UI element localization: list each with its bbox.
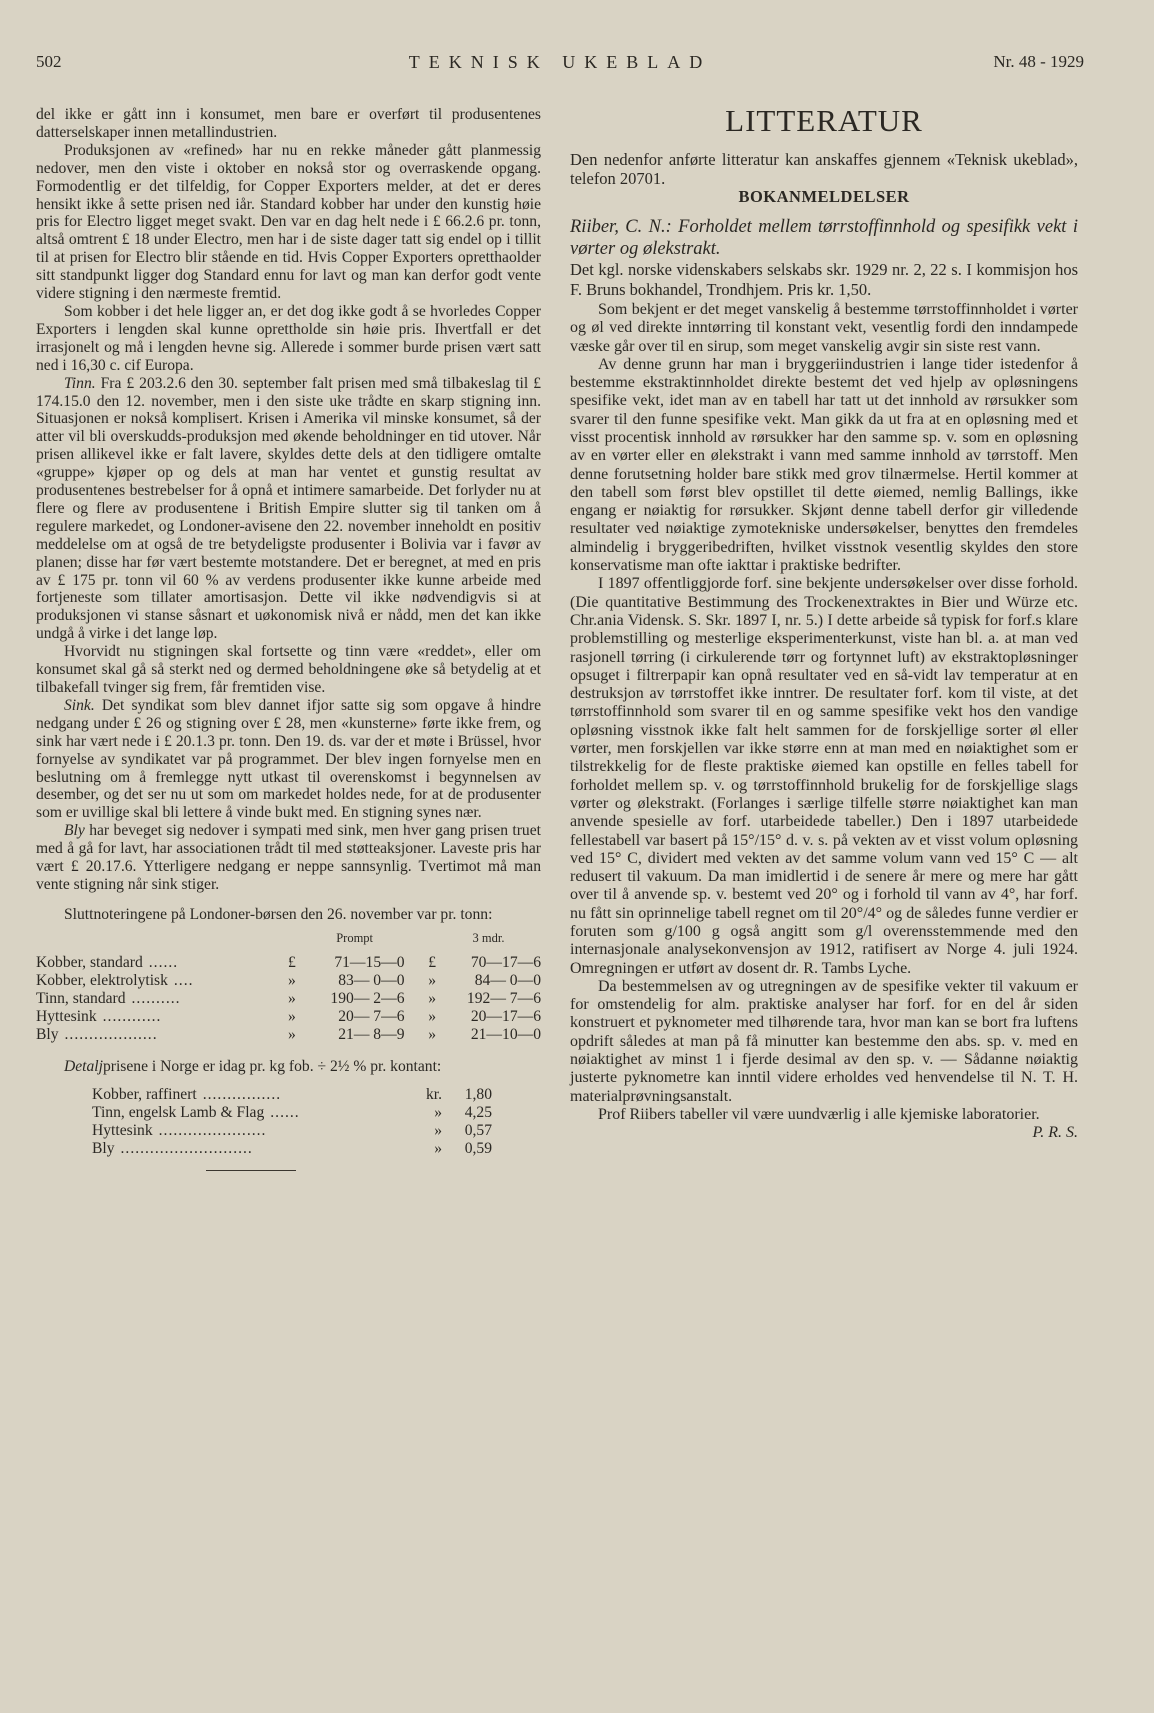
price-prompt: 190— 2—6 [330, 989, 405, 1007]
table-row [92, 1140, 492, 1158]
column-header-prompt: Prompt [336, 930, 374, 945]
leader-dots: .......... [131, 989, 181, 1007]
price-prompt: 21— 8—9 [338, 1025, 405, 1043]
right-column [570, 104, 1078, 1143]
book-publication: Det kgl. norske videnskabers selskabs skr. 1929 nr. 2, 22 s. I kommisjon hos F. Bruns bokhandel, Trondhjem. Pris kr. 1,50. [570, 259, 1078, 300]
leader-dots: ...... [148, 953, 179, 971]
left-column [36, 106, 541, 1171]
product-name: Tinn, engelsk Lamb & Flag ...... [92, 1103, 300, 1121]
metal-name: Tinn, standard .......... [36, 989, 181, 1007]
tinn-heading: Tinn. [64, 374, 96, 392]
paragraph: del ikke er gått inn i konsumet, men bare er overført til produsentenes datterselskaper innen metallindustrien. [36, 106, 541, 141]
paragraph: Produksjonen av «refined» har nu en rekke måneder gått planmessig nedover, men den viste i oktober en nokså stor og overraskende opgang. Formodentlig er det tilfeldig, for Copper Exporters melder, at det er deres hensikt ikke å sette prisen ned iår. Standard kobber har under den kunstig høie pris for Electro ligget meget svakt. Den var en dag helt nede i £ 66.2.6 pr. tonn, altså omtrent £ 18 under Electro, men har i de siste dager tatt sig endel op i tillit til at prisen for Electro blir stående en tid. Hvis Copper Exporters opretthaolder sitt standpunkt ligger dog Standard ennu for lavt og man kan derfor godt vente videre stigning i den nærmeste fremtid. [36, 141, 541, 303]
price: 1,80 [464, 1085, 492, 1103]
signature: P. R. S. [1032, 1124, 1078, 1142]
retail-text: prisene i Norge er idag pr. kg fob. ÷ 2½ % pr. kontant: [102, 1057, 442, 1075]
unit: » [434, 1139, 442, 1157]
issue-number: Nr. 48 - 1929 [993, 52, 1084, 71]
book-reference: Riiber, C. N.: Forholdet mellem tørrstoffinnhold og spesifikk vekt i vørter og ølekstrakt. [570, 216, 1078, 259]
currency-mark: » [428, 1025, 436, 1043]
sink-heading: Sink. [64, 696, 95, 714]
paragraph: Av denne grunn har man i bryggeriindustrien i lange tider istedenfor å bestemme ekstraktinnholdet direkte bestemt det ved hjelp av opløsningens spesifike vekt, idet man av en tabell har tatt ut det innhold av rørsukker som svarer til den funne spesifike vekt. Man gikk da ut fra at en opløsning med et visst procentisk innhold av rørsukker har den samme sp. v. som en opløsning av en vørter eller en ølekstrakt i vann med samme innhold av tørrstoff. Men denne forutsetning holder bare stikk med grov tilnærmelse. Hertil kommer at den tabell som først blev opstillet til dette øiemed, nemlig Ballings, ikke engang er nøiaktig for rørsukker. Skjønt denne tabell derfor gir villedende resultater ved nøiaktige zymotekniske undersøkelser, benyttes den fremdeles almindelig i bryggeribedriften, hvilket visstnok vesentlig skyldes den store konservatisme man ofte iakttar i praktiske bedrifter. [570, 355, 1078, 575]
paragraph: Som kobber i det hele ligger an, er det dog ikke godt å se hvorledes Copper Exporters i lengden skal kunne oprettholde sin høie pris. Ihvertfall er det irrasjonelt og må i lengden hevne sig. Allerede i sommer burde prisen vært satt ned i 16,30 c. cif Europa. [36, 302, 541, 374]
price-3mdr: 192— 7—6 [466, 989, 541, 1007]
subsection-title: BOKANMELDELSER [738, 187, 910, 206]
currency-mark: » [428, 971, 436, 989]
metal-name: Kobber, elektrolytisk .... [36, 971, 194, 989]
metal-name: Hyttesink ............ [36, 1007, 162, 1025]
unit: » [434, 1103, 442, 1121]
section-intro: Den nedenfor anførte litteratur kan anskaffes gjennem «Teknisk ukeblad», telefon 20701. [570, 150, 1078, 188]
quotes-intro: Sluttnoteringene på Londoner-børsen den 26. november var pr. tonn: [64, 905, 493, 923]
price-prompt: 83— 0—0 [338, 971, 405, 989]
currency-mark: » [428, 1007, 436, 1025]
paragraph: Som bekjent er det meget vanskelig å bestemme tørrstoffinnholdet i vørter og øl ved direkte inntørring til konstant vekt, vesentlig fordi den inndampede væske går over til en sirup, som meget vanskelig avgir sin siste rest vann. [570, 300, 1078, 355]
journal-title: TEKNISK UKEBLAD [408, 52, 712, 72]
currency-mark: £ [428, 953, 436, 971]
table-row [36, 1026, 541, 1044]
currency-mark: » [287, 971, 296, 989]
leader-dots: ................... [64, 1025, 158, 1043]
metal-name: Bly ................... [36, 1025, 158, 1043]
column-header-3mdr: 3 mdr. [472, 930, 505, 945]
currency-mark: £ [287, 953, 296, 971]
sink-text: Det syndikat som blev dannet ifjor satte sig som opgave å hindre nedgang under £ 26 og stigning over £ 28, men «kunsterne» førte ikke frem, og sink har vært nede i £ 20.1.3 pr. tonn. Den 19. ds. var der et møte i Brüssel, hvor fornyelse av syndikatet var på programmet. Der blev ingen fornyelse men en beslutning om å fremlegge nytt utkast til overenskomst i begynnelsen av desember, og det ser nu ut som om markedet holdes nede, for at de produsenter som er uvillige skal bli lettere å vinde bukt med. En stigning synes nær. [36, 696, 541, 822]
paragraph-closing [570, 1105, 1078, 1142]
price-3mdr: 70—17—6 [470, 953, 541, 971]
currency-mark: » [428, 989, 436, 1007]
paragraph-tinn [36, 375, 541, 644]
section-title: LITTERATUR [725, 103, 923, 138]
retail-table [92, 1086, 492, 1158]
bly-text: har beveget sig nedover i sympati med sink, men hver gang prisen truet med å gå for lavt, har associationen trådt til med støtteaksjoner. Laveste pris har vært £ 20.17.6. Ytterligere nedgang er neppe sannsynlig. Tvertimot må man vente stigning når sink stiger. [36, 822, 541, 893]
tinn-text: Fra £ 203.2.6 den 30. september falt prisen med små tilbakeslag til £ 174.15.0 den 12. november, men i den siste uke trådte en skarp stigning inn. Situasjonen er nokså komplisert. Krisen i Amerika vil minske konsumet, så der atter vil bli overskudds-produksjon med økende beholdninger en tid utover. Når prisen allikevel ikke er falt lavere, skyldes dette dels at den tidligere omtalte «gruppe» kjøper op og dels at man har ventet et gunstig resultat av produsentenes bestrebelser for å opnå et intimere samarbeide. Det forlyder nu at flere og flere av produsentene i British Empire slutter sig til tanken om å regulere markedet, og Londoner-avisene den 22. november inneholdt en positiv meddelelse om at også de tre betydeligste produsenter i Bolivia var i favør av planen; disse har før vært bestemte motstandere. Det er beregnet, at med en pris av £ 175 pr. tonn vil 60 % av verdens produsenter ikke kunne arbeide med fortjeneste som tillater amortisasjon. Dette vil ikke nødvendigvis si at produksjonen vi stanse såsnart et uøkonomisk nivå er nådd, men det kan ikke undgå å virke i det lange løp. [36, 374, 541, 643]
table-row [36, 954, 541, 972]
leader-dots: ............ [102, 1007, 162, 1025]
metal-name: Kobber, standard ...... [36, 953, 179, 971]
product-name: Bly ........................... [92, 1139, 253, 1157]
leader-dots: .... [173, 971, 194, 989]
leader-dots: ...... [270, 1103, 300, 1121]
table-row [36, 1008, 541, 1026]
table-row [36, 972, 541, 990]
bly-heading: Bly [64, 822, 85, 840]
currency-mark: » [287, 989, 296, 1007]
page-header [36, 52, 1084, 80]
price-prompt: 71—15—0 [334, 953, 405, 971]
page-number: 502 [36, 52, 62, 71]
price-prompt: 20— 7—6 [338, 1007, 405, 1025]
table-row [92, 1122, 492, 1140]
price: 0,57 [464, 1121, 492, 1139]
paragraph: Da bestemmelsen av og utregningen av de spesifike vekter til vakuum er for omstendelig for alm. praktiske analyser har forf. for en del år siden konstruert et pyknometer med tilhørende tara, hvor man kan se bort fra luftens opdrift således at man på få minutter kan bestemme den abs. sp. v. med en nøiaktighet av minst 1 i fjerde desimal av den sp. v. — Sådanne nøiaktig justerte pyknometre kan inntil videre erholdes ved henvendelse til N. T. H. materialprøvningsanstalt. [570, 977, 1078, 1105]
review-body [570, 300, 1078, 1142]
table-row [36, 990, 541, 1008]
paragraph: Hvorvidt nu stigningen skal fortsette og tinn være «reddet», eller om konsumet skal gå så sterkt ned og dermed beholdningene øke så betydelig at et tilbakefall tvinger sig frem, får fremtiden vise. [36, 643, 541, 696]
currency-mark: » [287, 1025, 296, 1043]
currency-mark: » [287, 1007, 296, 1025]
price: 0,59 [464, 1139, 492, 1157]
paragraph-sink [36, 697, 541, 822]
price-3mdr: 20—17—6 [470, 1007, 541, 1025]
product-name: Kobber, raffinert ................ [92, 1085, 282, 1103]
price-3mdr: 21—10—0 [470, 1025, 541, 1043]
price-3mdr: 84— 0—0 [474, 971, 541, 989]
retail-lead: Detalj [64, 1057, 103, 1075]
paragraph: I 1897 offentliggjorde forf. sine bekjente undersøkelser over disse forhold. (Die quantitative Bestimmung des Trockenextraktes in Bier und Würze etc. Chr.ania Vidensk. S. Skr. 1897 I, nr. 5.) I dette arbeide så typisk for forf.s klare problemstilling og mesterlige eksperimenterkunst, viste han bl. a. at man ved rasjonell tørring (i cirkulerende tørr og fortynnet luft) av ekstraktopløsninger opsuget i filtrerpapir kan opnå resultater ved en så-vidt lav temperatur at en destruksjon av tørrstoffet ikke inntrer. De resultater forf. kom til viste, at det tørrstoffinnhold som svarer til en og samme spesifike vekt hos den vandige opløsning visstnok ikke falt helt sammen for de forskjellige sorter øl eller vørter, men forskjellen var ikke større enn at man med en nøiaktighet som er tilstrekkelig for de fleste praktiske øiemed kan opstille en felles tabell for forholdet mellem sp. v. og tørrstoffinnhold brukelig for de forskjellige slags vørter og ølekstrakt. (Forlanges i særlige tilfelle større nøiaktighet kan man anvende spesielle av forf. utarbeidede tabeller.) Den i 1897 utarbeidede fellestabell var basert på 15°/15° d. v. s. på vekten av et visst volum opløsning ved 15° C, dividert med vekten av det samme volum vann ved 15° C — alt redusert til vakuum. Da man imidlertid i de senere år mere og mere har gått over til å anvende sp. v. bestemt ved 20° og i forhold til vann av 4°, har forf. nu fått sin oprinnelige tabell regnet om til 20°/4° og de således funne verdier er foruten som g/100 g også angitt som g/l overensstemmende med den internasjonale analysekonvensjon av 1912, ratifisert av Norge 4. juli 1924. Omregningen er utført av dosent dr. R. Tambs Lyche. [570, 575, 1078, 977]
divider [206, 1170, 296, 1171]
retail-intro [36, 1058, 541, 1076]
paragraph-bly [36, 822, 541, 894]
leader-dots: ........................... [120, 1139, 253, 1157]
unit: » [434, 1121, 442, 1139]
leader-dots: ...................... [158, 1121, 267, 1139]
leader-dots: ................ [202, 1085, 282, 1103]
quotes-table [36, 930, 541, 1044]
closing-text: Prof Riibers tabeller vil være uundværlig i alle kjemiske laboratorier. [598, 1105, 1040, 1123]
price: 4,25 [464, 1103, 492, 1121]
table-row [92, 1086, 492, 1104]
table-row [92, 1104, 492, 1122]
product-name: Hyttesink ...................... [92, 1121, 267, 1139]
unit: kr. [425, 1085, 442, 1103]
